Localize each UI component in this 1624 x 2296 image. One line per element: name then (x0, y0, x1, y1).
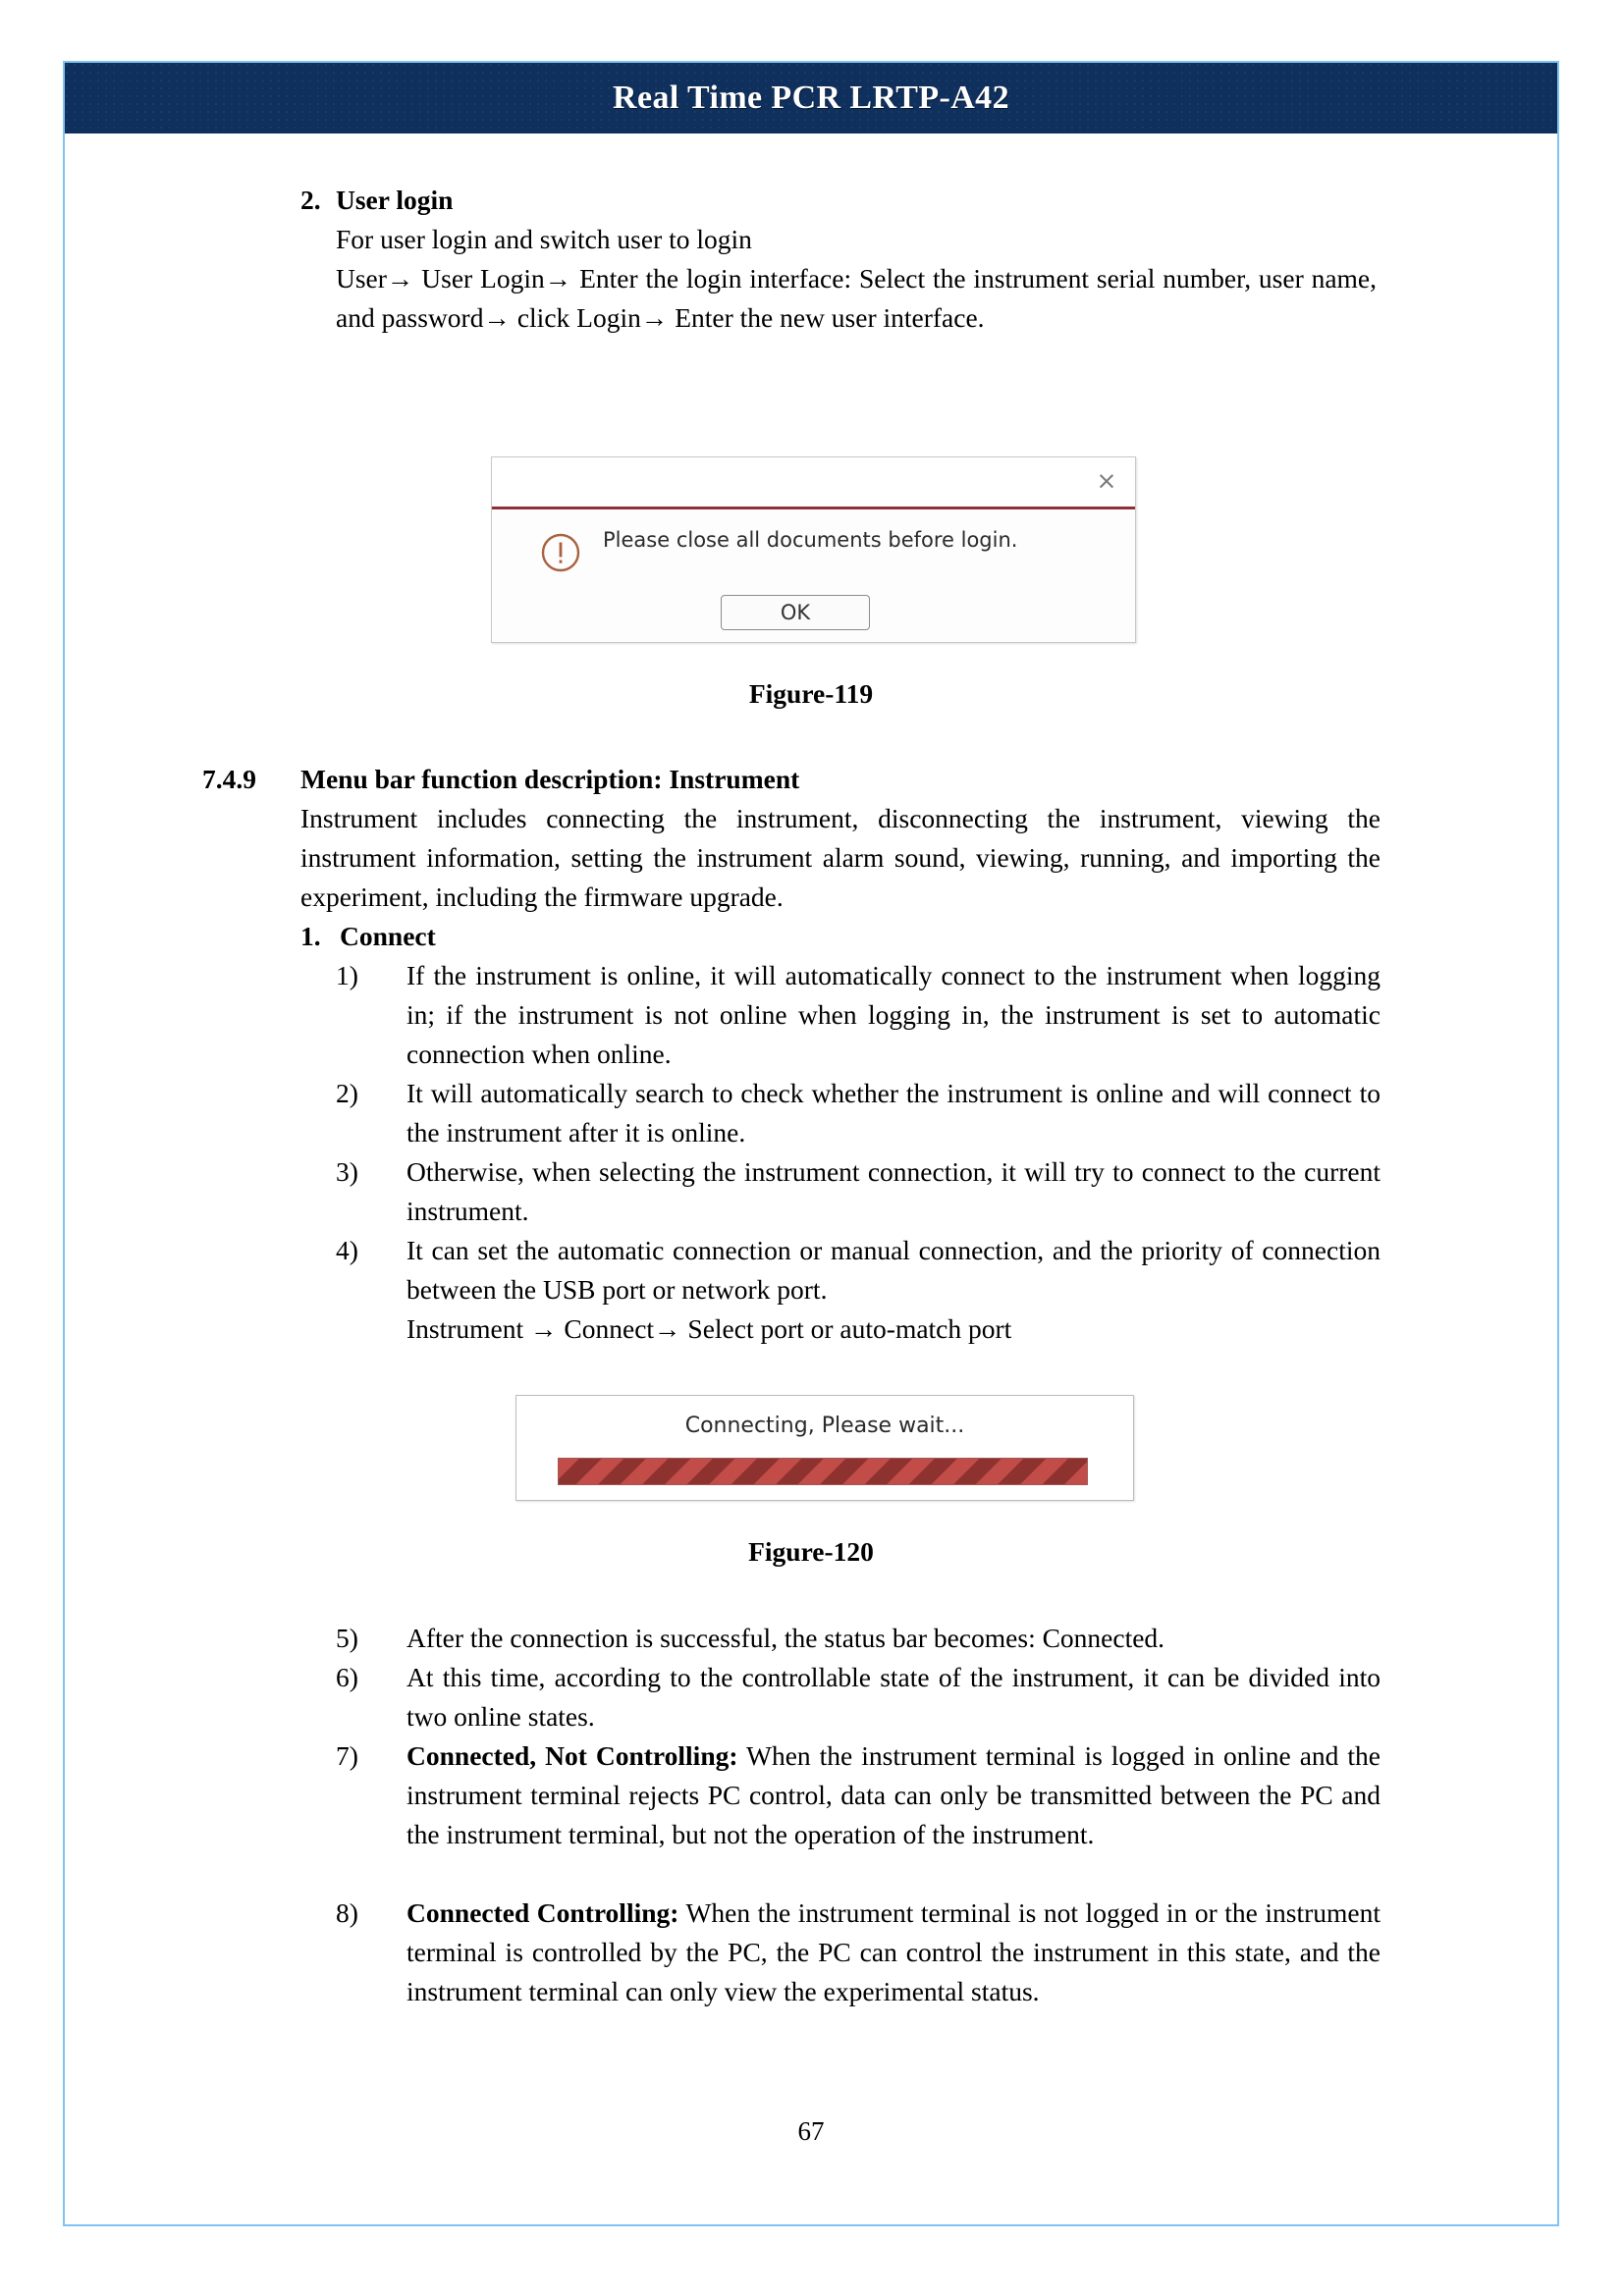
dialog-title-bar (492, 457, 1135, 509)
message-dialog-close-documents (491, 456, 1136, 643)
connect-list-item (336, 1658, 1380, 1736)
connect-heading (300, 917, 1380, 956)
progress-dialog-label: Connecting, Please wait... (684, 1414, 965, 1438)
list-item-text: If the instrument is online, it will automatically connect to the instrument when logging in; if the instrument is not online when logging in, the instrument is set to automatic connection when online. (406, 960, 1380, 1069)
list-marker: 1) (336, 960, 358, 990)
connect-list-item (336, 1152, 1380, 1231)
page-content (65, 133, 1557, 2224)
section-7-4-9-heading (202, 760, 1380, 799)
list-marker: 7) (336, 1740, 358, 1771)
page-header-banner (65, 63, 1557, 133)
list-marker: 2) (336, 1078, 358, 1108)
list-item-text: After the connection is successful, the status bar becomes: Connected. (406, 1623, 1165, 1653)
list-marker: 5) (336, 1623, 358, 1653)
progress-dialog-connecting (515, 1395, 1134, 1501)
list-item-body: When the instrument terminal is logged in online and the instrument terminal rejects PC control, data can only be transmitted between the PC and the instrument terminal, but not the operation of the instrument. (406, 1740, 1380, 1849)
figure-120-caption: Figure-120 (748, 1536, 874, 1567)
connect-list-item (336, 1619, 1380, 1658)
list-marker: 6) (336, 1662, 358, 1692)
user-login-line-2: User→ User Login→ Enter the login interface: Select the instrument serial number, user name, and password→ click Login→ Enter the new user interface. (336, 263, 1377, 333)
user-login-title: User login (336, 185, 454, 215)
dialog-message-text: Please close all documents before login. (603, 528, 1018, 552)
user-login-marker: 2. (300, 185, 321, 215)
list-item-text (406, 1736, 1380, 1854)
document-page (63, 61, 1559, 2226)
list-item-bold-lead: Connected Controlling: (406, 1897, 679, 1928)
connect-list-item (336, 1074, 1380, 1152)
list-item-text: It can set the automatic connection or manual connection, and the priority of connection between the USB port or network port. (406, 1235, 1380, 1305)
connect-list-item (336, 956, 1380, 1074)
user-login-line-1: For user login and switch user to login (336, 224, 752, 254)
section-title: Menu bar function description: Instrument (300, 764, 800, 794)
list-item-body: When the instrument terminal is not logged in or the instrument terminal is controlled by the PC, the PC can control the instrument in this state, and the instrument terminal can only view the experimental status. (406, 1897, 1380, 2006)
page-number: 67 (797, 2116, 825, 2146)
close-icon[interactable]: × (1096, 466, 1117, 495)
ok-button[interactable]: OK (721, 595, 870, 630)
dialog-body (492, 509, 1135, 643)
figure-119-caption: Figure-119 (748, 678, 874, 709)
progress-bar-fill (559, 1459, 1087, 1484)
section-7-4-9-intro: Instrument includes connecting the instrument, disconnecting the instrument, viewing the instrument information, setting the instrument alarm sound, viewing, running, and importing the experiment, including the firmware upgrade. (300, 803, 1380, 912)
list-item-text: Otherwise, when selecting the instrument connection, it will try to connect to the current instrument. (406, 1156, 1380, 1226)
connect-item-4-subline: Instrument → Connect→ Select port or auto-match port (406, 1313, 1012, 1344)
document-title: Real Time PCR LRTP-A42 (613, 80, 1009, 116)
connect-list-item (336, 1894, 1380, 2011)
connect-title: Connect (340, 921, 436, 951)
progress-bar-track (558, 1458, 1088, 1485)
list-marker: 4) (336, 1235, 358, 1265)
connect-list-item (336, 1231, 1380, 1309)
list-marker: 8) (336, 1897, 358, 1928)
section-number: 7.4.9 (202, 764, 256, 794)
warning-circle-exclamation-icon (539, 531, 582, 574)
connect-marker: 1. (300, 921, 321, 951)
list-item-text: It will automatically search to check whether the instrument is online and will connect to the instrument after it is online. (406, 1078, 1380, 1148)
list-marker: 3) (336, 1156, 358, 1187)
list-item-text (406, 1894, 1380, 2011)
list-item-text: At this time, according to the controllable state of the instrument, it can be divided into two online states. (406, 1662, 1380, 1732)
list-item-bold-lead: Connected, Not Controlling: (406, 1740, 738, 1771)
connect-list-item (336, 1736, 1380, 1854)
section-user-login-heading (300, 181, 1380, 220)
